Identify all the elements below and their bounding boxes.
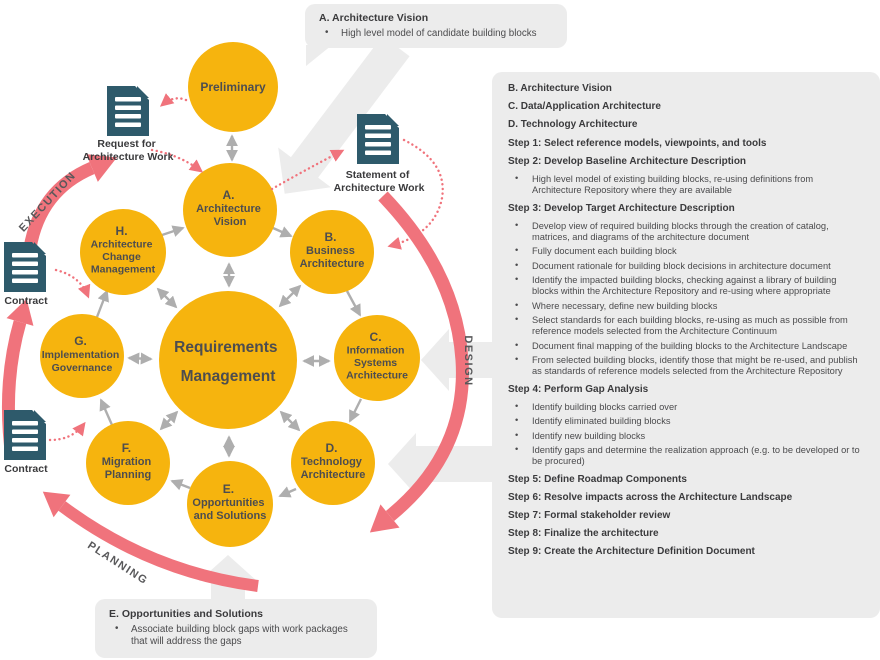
callout-bottom-title: E. Opportunities and Solutions (109, 608, 263, 620)
connector-d-e (280, 489, 296, 496)
planning-label: PLANNING (85, 539, 151, 588)
connector-h-a (162, 228, 183, 235)
connector-center-h (158, 289, 176, 307)
callout-top-bullet: • High level model of candidate building blocks (319, 28, 553, 40)
dotted-preliminary-to-request (162, 98, 186, 105)
panel-heading: D. Technology Architecture (508, 119, 638, 131)
panel-bullet: • Identify the impacted building blocks, checking against a library of building blocks within the Architecture Repository and re-using where appropriate (508, 275, 864, 298)
callout-bottom-bullet: • Associate building block gaps with work packages that will address the gaps (109, 624, 363, 648)
phase-label-b: B. Business Architecture (299, 230, 365, 270)
panel-bullet: • High level model of existing building blocks, re-using definitions from Architecture Repository where they are available (508, 174, 864, 197)
panel-heading: Step 3: Develop Target Architecture Description (508, 202, 735, 214)
design-label: DESIGN (462, 335, 474, 387)
callout-top-tail (306, 45, 332, 66)
phase-label-preliminary: Preliminary (200, 80, 266, 94)
panel-heading: Step 5: Define Roadmap Components (508, 473, 687, 485)
execution-label: EXECUTION (16, 169, 79, 235)
statement-of-architecture-work-icon (357, 114, 399, 164)
connector-center-b (280, 286, 300, 306)
phase-label-a: A. Architecture Vision (196, 188, 261, 228)
panel-bullet: • Fully document each building block (508, 246, 864, 257)
panel-heading: Step 1: Select reference models, viewpoints, and tools (508, 137, 767, 149)
panel-bullet: • Identify building blocks carried over (508, 402, 864, 413)
phase-label-f: F. Migration Planning (101, 441, 152, 481)
panel-heading: Step 9: Create the Architecture Definition Document (508, 546, 755, 558)
connector-a-b (273, 228, 291, 236)
requirements-management-label: Requirements Management (174, 339, 278, 385)
panel-heading: Step 6: Resolve impacts across the Architecture Landscape (508, 491, 793, 503)
connector-f-g (101, 400, 112, 425)
phase-label-c: C. Information Systems Architecture (346, 330, 408, 382)
requirements-management-circle (159, 291, 297, 429)
contract-bottom-label: Contract (4, 463, 48, 475)
panel-bullet: • Identify eliminated building blocks (508, 416, 864, 427)
callout-architecture-vision (305, 4, 567, 48)
panel-heading: Step 7: Formal stakeholder review (508, 509, 671, 521)
dotted-contract-bottom-to-f (50, 424, 84, 440)
phase-label-e: E. Opportunities and Solutions (192, 482, 267, 522)
phase-label-d: D. Technology Architecture (300, 441, 366, 481)
steps-panel (492, 72, 880, 618)
panel-heading: Step 8: Finalize the architecture (508, 528, 659, 540)
connector-center-f (161, 412, 177, 429)
panel-heading: Step 4: Perform Gap Analysis (508, 383, 649, 395)
connector-g-h (97, 291, 107, 317)
contract-top-icon (4, 242, 46, 292)
panel-bullet: • Where necessary, define new building blocks (508, 301, 864, 312)
panel-bullet: • Identify gaps and determine the realization approach (e.g. to be developed or to be procured) (508, 445, 864, 468)
contract-bottom-icon (4, 410, 46, 460)
callout-opportunities-solutions (95, 599, 377, 658)
panel-bullet: • Develop view of required building blocks through the creation of catalog, matrices, and diagrams of the architecture document (508, 221, 864, 244)
contract-top-label: Contract (4, 295, 48, 307)
panel-bullet: • Identify new building blocks (508, 431, 864, 442)
phase-label-g: G. Implementation Governance (41, 334, 120, 374)
dotted-contract-top-to-g (56, 270, 88, 296)
panel-bullet: • Select standards for each building blocks, re-using as much as possible from reference models selected from the Architecture Continuum (508, 315, 864, 338)
panel-bullet: • Document final mapping of the building blocks to the Architecture Landscape (508, 341, 864, 352)
connector-b-c (347, 291, 360, 315)
connector-center-d (281, 412, 299, 430)
connector-center-g (129, 358, 151, 359)
statement-of-architecture-work-label: Statement of Architecture Work (333, 169, 425, 194)
callout-top-title: A. Architecture Vision (319, 12, 429, 24)
panel-heading: C. Data/Application Architecture (508, 101, 661, 113)
panel-heading: Step 2: Develop Baseline Architecture Description (508, 155, 747, 167)
phase-label-h: H. Architecture Change Management (90, 224, 156, 276)
panel-bullet: • Document rationale for building block decisions in architecture document (508, 261, 864, 272)
request-for-architecture-work-label: Request for Architecture Work (82, 138, 174, 163)
connector-e-f (172, 481, 190, 488)
panel-heading: B. Architecture Vision (508, 83, 612, 94)
panel-bullet: • From selected building blocks, identify those that might be re-used, and publish as standards of reference models selected from the Architecture Repository (508, 355, 864, 378)
request-for-architecture-work-icon (107, 86, 149, 136)
connector-c-d (350, 399, 361, 421)
